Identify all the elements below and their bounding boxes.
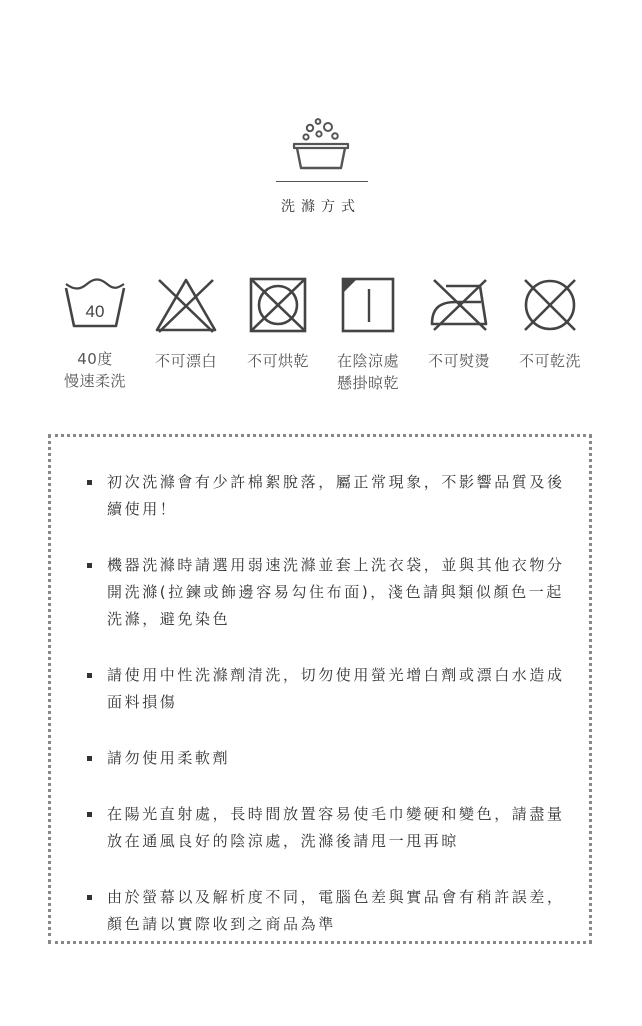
dry-in-shade-icon xyxy=(335,276,401,334)
bullet-icon xyxy=(87,480,92,485)
note-text: 機器洗滌時請選用弱速洗滌並套上洗衣袋，並與其他衣物分開洗滌(拉鍊或飾邊容易勾住布面)，淺色請與類似顏色一起洗滌，避免染色 xyxy=(107,556,565,628)
care-label-no-tumble-dry: 不可烘乾 xyxy=(246,352,309,370)
note-text: 請勿使用柔軟劑 xyxy=(107,749,231,767)
care-symbol-dry-in-shade xyxy=(323,276,413,394)
care-symbol-no-bleach xyxy=(141,276,231,372)
wash-temp-text: 40 xyxy=(85,302,105,321)
section-title: 洗滌方式 xyxy=(281,199,361,215)
care-label-dry-in-shade: 在陰涼處 懸掛晾乾 xyxy=(336,352,399,392)
note-item xyxy=(87,801,567,855)
title-divider xyxy=(276,181,368,182)
washtub-bubbles-icon xyxy=(288,118,354,174)
do-not-tumble-dry-icon xyxy=(245,276,311,334)
note-text: 在陽光直射處，長時間放置容易使毛巾變硬和變色，請盡量放在通風良好的陰涼處，洗滌後請甩一甩再晾 xyxy=(107,805,565,850)
care-symbol-no-iron xyxy=(414,276,504,372)
care-label-no-iron: 不可熨燙 xyxy=(427,352,490,370)
bullet-icon xyxy=(87,895,92,900)
care-symbol-no-tumble-dry xyxy=(233,276,323,372)
do-not-iron-icon xyxy=(426,276,492,334)
care-symbols xyxy=(50,276,595,406)
note-item xyxy=(87,469,567,523)
bullet-icon xyxy=(87,673,92,678)
care-notes-box xyxy=(48,434,592,944)
note-item xyxy=(87,552,567,633)
care-label-no-dry-clean: 不可乾洗 xyxy=(518,352,581,370)
care-notes-list xyxy=(87,469,567,967)
note-item xyxy=(87,745,567,772)
care-symbol-no-dry-clean xyxy=(505,276,595,372)
care-label-no-bleach: 不可漂白 xyxy=(154,352,217,370)
bullet-icon xyxy=(87,756,92,761)
do-not-bleach-icon xyxy=(153,276,219,334)
note-text: 請使用中性洗滌劑清洗，切勿使用螢光增白劑或漂白水造成面料損傷 xyxy=(107,666,565,711)
wash-40-icon xyxy=(62,276,128,332)
care-symbol-wash-40 xyxy=(50,276,140,392)
note-item xyxy=(87,662,567,716)
note-text: 初次洗滌會有少許棉絮脫落，屬正常現象，不影響品質及後續使用！ xyxy=(107,473,565,518)
do-not-dry-clean-icon xyxy=(517,276,583,334)
note-text: 由於螢幕以及解析度不同，電腦色差與實品會有稍許誤差，顏色請以實際收到之商品為準 xyxy=(107,888,565,933)
note-item xyxy=(87,884,567,938)
care-label-wash-40: 40度 慢速柔洗 xyxy=(63,350,126,390)
bullet-icon xyxy=(87,812,92,817)
bullet-icon xyxy=(87,563,92,568)
